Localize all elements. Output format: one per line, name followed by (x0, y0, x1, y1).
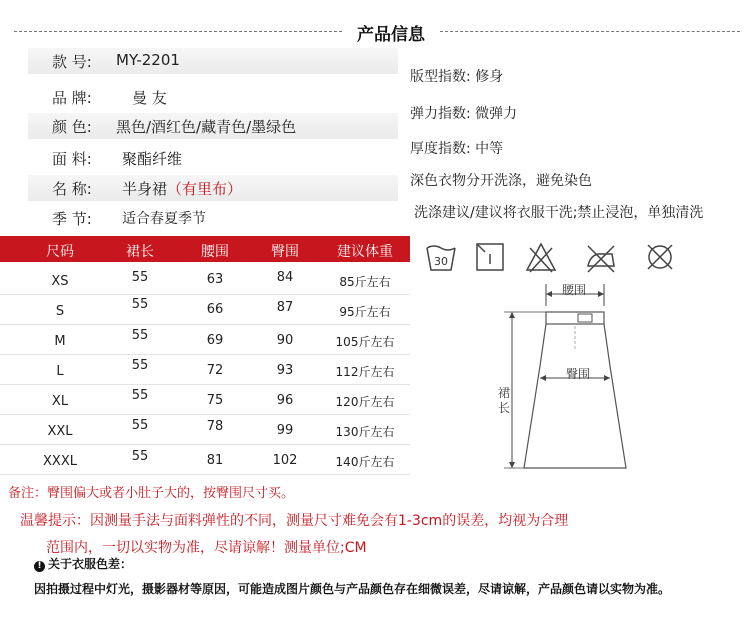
no-dryclean-icon (643, 240, 677, 274)
attr-value: 适合春夏季节 (122, 211, 206, 227)
attr-row-color (28, 113, 398, 139)
tip-note-line2: 范围内，一切以实物为准，尽请谅解！测量单位;CM (46, 540, 367, 556)
col-header-weight: 建议体重 (337, 244, 393, 260)
cell-size: XXL (47, 424, 73, 439)
cell-size: S (55, 304, 65, 319)
size-table-header (0, 236, 410, 262)
attr-row-season (28, 205, 398, 231)
waist-label: 腰围 (562, 283, 587, 297)
col-header-hip: 臀围 (271, 244, 299, 260)
attr-label: 款 号: (52, 53, 92, 71)
attr-value: 黑色/酒红色/藏青色/墨绿色 (116, 118, 297, 136)
cell-hip: 99 (276, 423, 294, 438)
length-label: 裙长 (498, 386, 511, 415)
tumble-dry-icon (473, 240, 507, 274)
cell-weight: 95斤左右 (339, 305, 391, 319)
cell-size: XL (51, 394, 69, 409)
attr-label: 季 节: (52, 210, 92, 228)
attr-row-style-no (28, 48, 398, 74)
table-row (0, 264, 410, 295)
attr-value: 曼 友 (132, 89, 167, 107)
col-header-waist: 腰围 (201, 244, 229, 260)
cell-length: 55 (131, 297, 149, 312)
cell-hip: 102 (272, 453, 298, 468)
table-row (0, 354, 410, 385)
header-divider-left (14, 31, 342, 32)
tip-note-line1: 温馨提示：因测量手法与面料弹性的不同，测量尺寸难免会有1-3cm的误差，均视为合理 (20, 513, 569, 529)
attr-row-name (28, 175, 398, 201)
no-iron-icon (584, 240, 618, 274)
table-row (0, 444, 410, 475)
cell-waist: 78 (206, 419, 224, 434)
color-diff-text: 因拍摄过程中灯光，摄影器材等原因，可能造成图片颜色与产品颜色存在细微误差，尽请谅解，产品颜色请以实物为准。 (34, 582, 671, 596)
spec-fit: 版型指数: 修身 (410, 69, 504, 85)
spec-thickness: 厚度指数: 中等 (410, 141, 504, 157)
table-row (0, 414, 410, 445)
cell-weight: 105斤左右 (335, 335, 395, 349)
col-header-length: 裙长 (126, 244, 154, 260)
cell-waist: 72 (206, 363, 224, 378)
header-divider-right (440, 31, 740, 32)
cell-weight: 120斤左右 (335, 395, 395, 409)
cell-weight: 85斤左右 (339, 275, 391, 289)
cell-size: XS (51, 274, 69, 289)
attr-value-lining: （有里布） (167, 180, 243, 198)
cell-waist: 66 (206, 302, 224, 317)
attr-label: 面 料: (52, 150, 92, 168)
cell-size: M (54, 334, 66, 349)
no-bleach-icon (524, 240, 558, 274)
cell-length: 55 (131, 328, 149, 343)
attr-label: 名 称: (52, 180, 92, 198)
page-title: 产品信息 (357, 25, 425, 45)
cell-hip: 90 (276, 333, 294, 348)
attr-label: 颜 色: (52, 118, 92, 136)
attr-label: 品 牌: (52, 89, 92, 107)
spec-dark-wash: 深色衣物分开洗涤，避免染色 (410, 173, 592, 189)
attr-value (122, 178, 242, 199)
cell-length: 55 (131, 270, 149, 285)
cell-waist: 75 (206, 393, 224, 408)
table-row (0, 294, 410, 325)
attr-row-fabric (28, 145, 398, 171)
spec-wash-advice: 洗涤建议/建议将衣服干洗;禁止浸泡，单独清洗 (414, 205, 704, 221)
cell-size: XXXL (43, 454, 77, 469)
warning-icon: ! (34, 561, 45, 572)
cell-hip: 84 (276, 270, 294, 285)
cell-waist: 81 (206, 453, 224, 468)
cell-hip: 93 (276, 363, 294, 378)
attr-value-main: 半身裙 (122, 180, 168, 198)
wash-30-icon (424, 240, 458, 274)
remark-note: 备注：臀围偏大或者小肚子大的，按臀围尺寸买。 (8, 486, 295, 501)
spec-elasticity: 弹力指数: 微弹力 (410, 106, 518, 122)
cell-hip: 96 (276, 393, 294, 408)
cell-waist: 69 (206, 333, 224, 348)
col-header-size: 尺码 (46, 244, 74, 260)
cell-hip: 87 (276, 300, 294, 315)
wash-temp-label: 30 (434, 255, 448, 268)
attr-row-brand (28, 84, 398, 110)
cell-weight: 112斤左右 (335, 365, 395, 379)
cell-length: 55 (131, 358, 149, 373)
cell-length: 55 (131, 388, 149, 403)
color-diff-title (34, 555, 132, 572)
cell-length: 55 (131, 449, 149, 464)
hip-label: 臀围 (566, 367, 591, 381)
table-row (0, 324, 410, 355)
cell-weight: 130斤左右 (335, 425, 395, 439)
attr-value: MY-2201 (116, 51, 180, 69)
attr-value: 聚酯纤维 (122, 150, 183, 168)
cell-size: L (56, 364, 64, 379)
color-diff-title-text: 关于衣服色差： (48, 557, 133, 571)
cell-length: 55 (131, 418, 149, 433)
table-row (0, 384, 410, 415)
cell-waist: 63 (206, 272, 224, 287)
cell-weight: 140斤左右 (335, 455, 395, 469)
